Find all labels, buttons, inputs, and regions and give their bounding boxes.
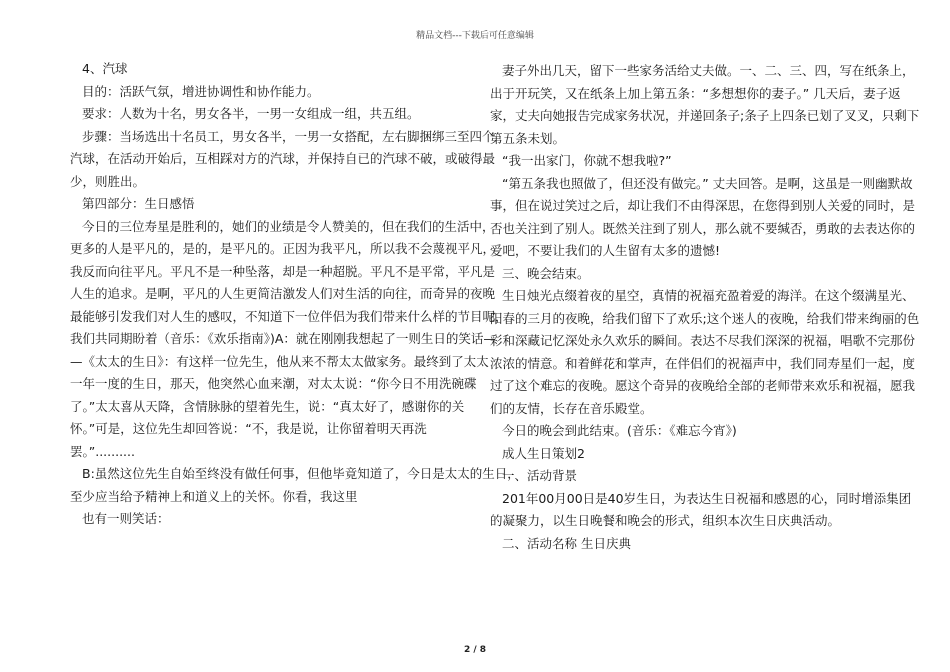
- text-line: 生日烛光点缀着夜的星空，真情的祝福充盈着爱的海洋。在这个缀满星光、: [502, 288, 915, 303]
- right-column: [490, 60, 920, 555]
- text-line: 否也关注到了别人。既然关注到了别人，那么就不要缄否，勇敢的去表达你的: [490, 220, 916, 236]
- text-line: 二、活动名称 生日庆典: [502, 535, 631, 551]
- text-line: 我反而向往平凡。平凡不是一种坠落，却是一种超脱。平凡不是平常，平凡是: [70, 263, 496, 279]
- text-line: 罢。”..........: [70, 443, 135, 459]
- text-line: 最能够引发我们对人生的感叹，不知道下一位伴侣为我们带来什么样的节目呢，: [70, 308, 508, 324]
- text-line: 我们共同期盼着（音乐：《欢乐指南》)A：就在刚刚我想起了一则生日的笑话—: [70, 331, 496, 346]
- text-line: 浓浓的情意。和着鲜花和掌声，在伴侣们的祝福声中，我们同寿星们一起，度: [490, 355, 916, 371]
- text-line: 至少应当给予精神上和道义上的关怀。你看，我这里: [70, 488, 358, 504]
- text-line: 要求：人数为十名，男女各半，一男一女组成一组，共五组。: [82, 106, 420, 121]
- text-line: 过了这个难忘的夜晚。愿这个奇异的夜晚给全部的老师带来欢乐和祝福，愿我: [490, 378, 916, 393]
- text-line: 第四部分：生日感悟: [82, 196, 195, 211]
- text-line: 阳春的三月的夜晚，给我们留下了欢乐;这个迷人的夜晚，给我们带来绚丽的色: [490, 310, 920, 326]
- text-line: 爱吧，不要让我们的人生留有太多的遗憾!: [490, 243, 721, 258]
- text-line: 了。”太太喜从天降，含情脉脉的望着先生，说：“真太好了，感谢你的关: [70, 398, 465, 414]
- text-line: 们的友情，长存在音乐殿堂。: [490, 400, 653, 416]
- text-line: 怀。”可是，这位先生却回答说：“不，我是说，让你留着明天再洗: [70, 421, 427, 436]
- text-line: 一年一度的生日，那天，他突然心血来潮，对太太说：“你今日不用洗碗碟: [70, 376, 477, 391]
- text-line: 201年00月00日是40岁生日，为表达生日祝福和感恩的心，同时增添集团: [502, 490, 912, 506]
- text-line: B:虽然这位先生自始至终没有做任何事，但他毕竟知道了，今日是太太的生日，: [82, 466, 520, 481]
- page-header: 精品文档---下载后可任意编辑: [416, 31, 534, 41]
- page-number: 2 / 8: [463, 645, 487, 655]
- text-line: 人生的追求。是啊，平凡的人生更简洁激发人们对生活的向往，而奇异的夜晚: [70, 286, 496, 301]
- text-line: 妻子外出几天，留下一些家务活给丈夫做。一、二、三、四，写在纸条上，: [502, 63, 915, 78]
- text-line: 汽球，在活动开始后，互相踩对方的汽球，并保持自已的汽球不破，或破得最: [70, 151, 496, 166]
- left-column: [70, 58, 520, 531]
- text-line: 成人生日策划2: [502, 445, 585, 461]
- text-line: 家，丈夫向她报告完成家务状况，并递回条子;条子上四条已划了叉叉，只剩下: [490, 108, 920, 123]
- text-line: “我一出家门，你就不想我啦?”: [502, 153, 672, 168]
- text-line: 更多的人是平凡的，是的，是平凡的。正因为我平凡，所以我不会蔑视平凡，: [70, 241, 496, 256]
- text-line: 步骤：当场选出十名员工，男女各半，一男一女搭配，左右脚捆绑三至四个: [82, 128, 495, 144]
- text-line: 事，但在说过笑过之后，却让我们不由得深思，在您得到别人关爱的同时，是: [490, 198, 916, 213]
- text-line: 4、汽球: [82, 61, 128, 76]
- text-line: 三、晚会结束。: [502, 265, 590, 281]
- text-line: 也有一则笑话：: [82, 511, 170, 526]
- text-line: —《太太的生日》：有这样一位先生，他从来不帮太太做家务。最终到了太太: [70, 353, 489, 369]
- text-line: 出于开玩笑，又在纸条上加上第五条：“多想想你的妻子。” 几天后，妻子返: [490, 85, 901, 101]
- text-line: 彩和深藏记忆深处永久欢乐的瞬间。表达不尽我们深深的祝福，唱歌不完那份: [490, 333, 916, 348]
- text-line: 目的：活跃气氛，增进协调性和协作能力。: [82, 83, 320, 99]
- text-line: 今日的三位寿星是胜利的，她们的业绩是令人赞美的，但在我们的生活中，: [82, 218, 495, 234]
- text-line: 的凝聚力，以生日晚餐和晚会的形式，组织本次生日庆典活动。: [490, 513, 841, 528]
- text-line: 一、活动背景: [502, 468, 578, 483]
- text-line: 第五条未划。: [490, 130, 566, 146]
- text-line: 少，则胜出。: [70, 173, 146, 189]
- text-line: “第五条我也照做了，但还没有做完。” 丈夫回答。是啊，这虽是一则幽默故: [502, 175, 913, 191]
- text-line: 今日的晚会到此结束。(音乐：《难忘今宵》): [502, 423, 737, 438]
